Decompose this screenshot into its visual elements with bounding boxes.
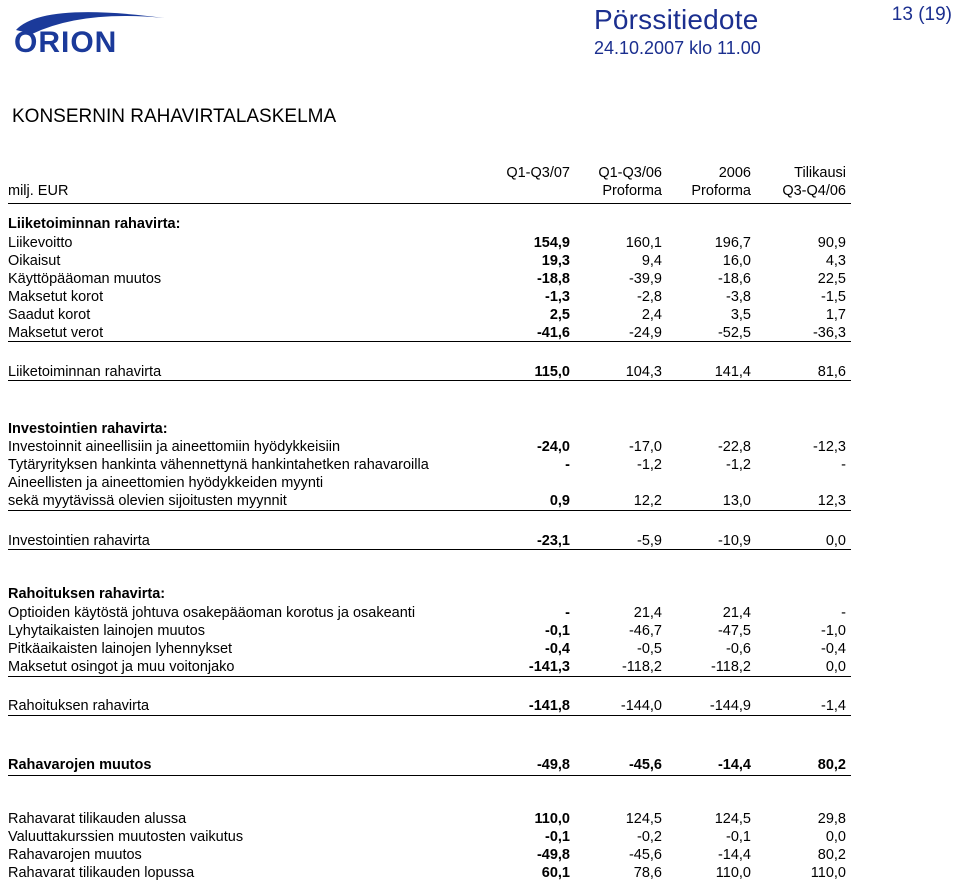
row-label: Pitkäaikaisten lainojen lyhennykset	[8, 641, 233, 657]
unit-label: milj. EUR	[8, 183, 69, 199]
col1-header: Q1-Q3/07	[506, 165, 570, 181]
row-label: Saadut korot	[8, 307, 91, 323]
cell-col4: -	[841, 605, 846, 621]
cell-col2: -118,2	[621, 659, 662, 675]
cell-col1: 2,5	[549, 307, 570, 323]
cell-col2: 160,1	[625, 235, 662, 251]
row-short-term-loans	[8, 623, 848, 641]
row-interest-paid	[8, 289, 848, 307]
cell-col1: 115,0	[534, 364, 570, 380]
cell-col3: 3,5	[730, 307, 751, 323]
cell-col1: -41,6	[536, 325, 570, 341]
rule-operating	[8, 341, 851, 342]
cell-col4: -1,4	[821, 698, 846, 714]
orion-logo	[12, 8, 170, 54]
cell-col2: -45,6	[628, 847, 662, 863]
row-label: Tytäryrityksen hankinta vähennettynä hankintahetken rahavaroilla	[8, 457, 429, 473]
cell-col1: -141,3	[528, 659, 570, 675]
cell-col3: -14,4	[717, 847, 751, 863]
cell-col1: -49,8	[536, 847, 570, 863]
cell-col2: 12,2	[633, 493, 662, 509]
cell-col4: 1,7	[825, 307, 846, 323]
svg-text:ORION: ORION	[14, 26, 118, 54]
cell-col3: -14,4	[717, 757, 751, 773]
row-label: Rahoituksen rahavirta	[8, 698, 150, 714]
release-date: 24.10.2007 klo 11.00	[594, 38, 761, 58]
row-cash-beginning	[8, 811, 848, 829]
col2-header: Q1-Q3/06	[598, 165, 662, 181]
cell-col3: -22,8	[717, 439, 751, 455]
cell-col3: 13,0	[722, 493, 751, 509]
col4-subheader: Q3-Q4/06	[782, 183, 846, 199]
cell-col4: 80,2	[817, 847, 846, 863]
col4-header: Tilikausi	[794, 165, 846, 181]
rule-financing-total	[8, 715, 851, 716]
row-subsidiary-acquisition	[8, 457, 848, 475]
cell-col2: -24,9	[628, 325, 662, 341]
row-cash-change-summary	[8, 757, 848, 775]
row-operating-profit	[8, 235, 848, 253]
cell-col3: 16,0	[722, 253, 751, 269]
section-investing: Investointien rahavirta:	[8, 421, 168, 437]
cell-col3: -0,6	[726, 641, 751, 657]
cell-col2: 2,4	[641, 307, 662, 323]
cell-col2: 9,4	[641, 253, 662, 269]
row-label: Valuuttakurssien muutosten vaikutus	[8, 829, 244, 845]
cell-col2: 104,3	[625, 364, 662, 380]
cell-col3: 110,0	[715, 865, 751, 881]
statement-title: KONSERNIN RAHAVIRTALASKELMA	[12, 106, 337, 127]
cell-col2: -45,6	[628, 757, 662, 773]
row-label: Lyhytaikaisten lainojen muutos	[8, 623, 205, 639]
row-share-issue	[8, 605, 848, 623]
row-adjustments	[8, 253, 848, 271]
cell-col4: 0,0	[825, 533, 846, 549]
col3-header: 2006	[718, 165, 751, 181]
header-rule	[8, 203, 851, 204]
cell-col1: -1,3	[545, 289, 570, 305]
cell-col4: 0,0	[825, 659, 846, 675]
row-label: Investointien rahavirta	[8, 533, 150, 549]
cell-col2: -1,2	[637, 457, 662, 473]
row-label: Maksetut verot	[8, 325, 104, 341]
cell-col1: -49,8	[536, 757, 570, 773]
cell-col1: 154,9	[533, 235, 570, 251]
cell-col2: -17,0	[628, 439, 662, 455]
cell-col4: 22,5	[817, 271, 846, 287]
section-operating: Liiketoiminnan rahavirta:	[8, 216, 181, 232]
cell-col4: 29,8	[817, 811, 846, 827]
cell-col1: 0,9	[549, 493, 570, 509]
rule-financing	[8, 676, 851, 677]
row-asset-sales	[8, 493, 848, 511]
cell-col2: -46,7	[628, 623, 662, 639]
cell-col2: -2,8	[637, 289, 662, 305]
row-label: Liiketoiminnan rahavirta	[8, 364, 162, 380]
cell-col4: -36,3	[812, 325, 846, 341]
row-label: Rahavarojen muutos	[8, 847, 142, 863]
row-label: Maksetut korot	[8, 289, 104, 305]
row-interest-received	[8, 307, 848, 325]
cell-col4: -0,4	[821, 641, 846, 657]
row-working-capital-change	[8, 271, 848, 289]
cell-col4: -12,3	[812, 439, 846, 455]
cell-col4: 0,0	[825, 829, 846, 845]
cell-col1: -	[565, 457, 570, 473]
rule-change	[8, 775, 851, 776]
cell-col3: -52,5	[717, 325, 751, 341]
row-cash-end	[8, 865, 848, 883]
document-type-title: Pörssitiedote	[594, 4, 759, 35]
row-fx-effect	[8, 829, 848, 847]
cell-col4: 90,9	[817, 235, 846, 251]
cell-col2: -5,9	[637, 533, 662, 549]
cell-col2: -39,9	[628, 271, 662, 287]
row-label: Optioiden käytöstä johtuva osakepääoman korotus ja osakeanti	[8, 605, 416, 621]
cell-col1: -24,0	[536, 439, 570, 455]
row-cash-change	[8, 847, 848, 865]
row-asset-sales-line1	[8, 475, 848, 493]
row-label: Rahavarojen muutos	[8, 757, 152, 773]
cell-col1: -0,1	[545, 829, 570, 845]
page-number: 13 (19)	[891, 4, 952, 25]
row-label: Investoinnit aineellisiin ja aineettomiin hyödykkeisiin	[8, 439, 341, 455]
row-long-term-loans-repayment	[8, 641, 848, 659]
cell-col3: -144,9	[709, 698, 751, 714]
rule-operating-total	[8, 380, 851, 381]
row-dividends-paid	[8, 659, 848, 677]
cell-col4: 12,3	[817, 493, 846, 509]
rule-investing	[8, 510, 851, 511]
cell-col1: 19,3	[541, 253, 570, 269]
cell-col3: -10,9	[717, 533, 751, 549]
col3-subheader: Proforma	[691, 183, 751, 199]
row-label: Rahavarat tilikauden lopussa	[8, 865, 195, 881]
cell-col2: -0,2	[637, 829, 662, 845]
cell-col3: -47,5	[717, 623, 751, 639]
cell-col1: 110,0	[534, 811, 570, 827]
row-label: Maksetut osingot ja muu voitonjako	[8, 659, 235, 675]
cell-col1: -	[565, 605, 570, 621]
cell-col1: -141,8	[528, 698, 570, 714]
col2-subheader: Proforma	[602, 183, 662, 199]
cell-col3: 21,4	[722, 605, 751, 621]
cell-col3: -1,2	[726, 457, 751, 473]
cell-col2: 124,5	[625, 811, 662, 827]
cell-col1: 60,1	[541, 865, 570, 881]
cell-col4: -1,5	[821, 289, 846, 305]
row-label: Aineellisten ja aineettomien hyödykkeiden myynti	[8, 475, 324, 491]
cell-col4: -1,0	[821, 623, 846, 639]
cell-col1: -0,1	[545, 623, 570, 639]
cell-col3: 141,4	[714, 364, 751, 380]
row-financing-cash-flow	[8, 698, 848, 716]
cell-col2: 21,4	[633, 605, 662, 621]
row-label: Käyttöpääoman muutos	[8, 271, 162, 287]
cell-col4: 80,2	[817, 757, 846, 773]
cell-col4: 4,3	[825, 253, 846, 269]
cell-col3: -0,1	[726, 829, 751, 845]
cell-col2: -0,5	[637, 641, 662, 657]
cell-col1: -23,1	[536, 533, 570, 549]
cell-col1: -0,4	[545, 641, 570, 657]
cell-col3: 124,5	[714, 811, 751, 827]
cell-col3: -118,2	[710, 659, 751, 675]
cell-col4: 110,0	[810, 865, 846, 881]
cell-col2: 78,6	[633, 865, 662, 881]
row-label: Liikevoitto	[8, 235, 73, 251]
cell-col3: -18,6	[717, 271, 751, 287]
row-label: sekä myytävissä olevien sijoitusten myynnit	[8, 493, 287, 509]
rule-investing-total	[8, 549, 851, 550]
row-capex	[8, 439, 848, 457]
cell-col4: 81,6	[817, 364, 846, 380]
cell-col2: -144,0	[620, 698, 662, 714]
section-financing: Rahoituksen rahavirta:	[8, 586, 166, 602]
cell-col3: -3,8	[726, 289, 751, 305]
row-label: Oikaisut	[8, 253, 61, 269]
cell-col4: -	[841, 457, 846, 473]
cell-col1: -18,8	[536, 271, 570, 287]
row-label: Rahavarat tilikauden alussa	[8, 811, 187, 827]
cell-col3: 196,7	[714, 235, 751, 251]
